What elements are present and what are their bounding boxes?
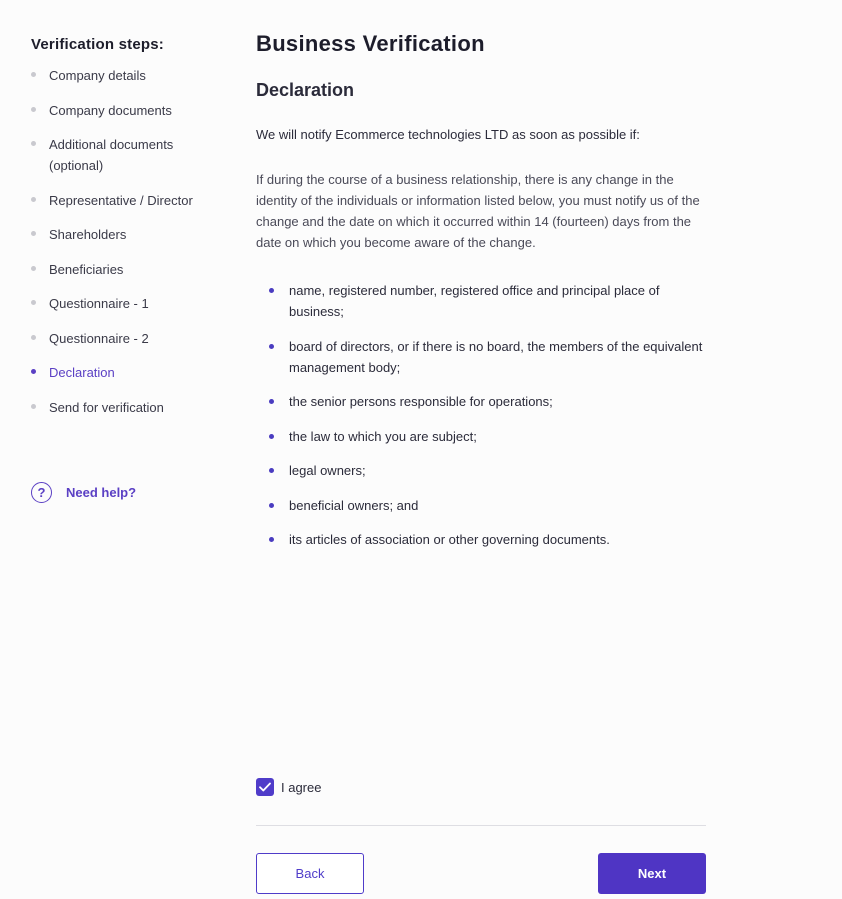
question-circle-icon: ? bbox=[31, 482, 52, 503]
step-declaration[interactable]: Declaration bbox=[31, 362, 231, 383]
step-questionnaire-1[interactable]: Questionnaire - 1 bbox=[31, 293, 231, 314]
step-questionnaire-2[interactable]: Questionnaire - 2 bbox=[31, 328, 231, 349]
step-representative-director[interactable]: Representative / Director bbox=[31, 190, 231, 211]
need-help-label: Need help? bbox=[66, 485, 137, 500]
step-company-details[interactable]: Company details bbox=[31, 65, 231, 86]
verification-steps-sidebar bbox=[31, 36, 231, 418]
declaration-paragraph: If during the course of a business relationship, there is any change in the identity of the individuals or information listed below, you must notify us of the change and the date on which it occurred within 14 (fourteen) days from the date on which you become aware of the change. bbox=[256, 172, 700, 250]
page-title: Business Verification bbox=[256, 31, 485, 56]
agree-label: I agree bbox=[281, 779, 322, 795]
divider bbox=[256, 825, 706, 826]
section-title: Declaration bbox=[256, 80, 355, 100]
sidebar-title: Verification steps: bbox=[31, 36, 165, 53]
list-item: board of directors, or if there is no board, the members of the equivalent management body; bbox=[256, 336, 706, 378]
steps-list bbox=[31, 65, 231, 418]
list-item: its articles of association or other governing documents. bbox=[256, 529, 706, 550]
list-item: the senior persons responsible for operations; bbox=[256, 391, 706, 412]
change-items-list bbox=[256, 280, 706, 550]
step-company-documents[interactable]: Company documents bbox=[31, 100, 231, 121]
back-button[interactable]: Back bbox=[256, 853, 364, 894]
checkmark-icon bbox=[259, 782, 271, 792]
agree-checkbox[interactable] bbox=[256, 778, 274, 796]
list-item: the law to which you are subject; bbox=[256, 426, 706, 447]
step-beneficiaries[interactable]: Beneficiaries bbox=[31, 259, 231, 280]
lead-text: We will notify Ecommerce technologies LTD as soon as possible if: bbox=[256, 127, 640, 142]
next-button[interactable]: Next bbox=[598, 853, 706, 894]
list-item: name, registered number, registered office and principal place of business; bbox=[256, 280, 706, 322]
step-shareholders[interactable]: Shareholders bbox=[31, 224, 231, 245]
need-help-link[interactable] bbox=[31, 482, 136, 503]
list-item: legal owners; bbox=[256, 460, 706, 481]
step-additional-documents[interactable]: Additional documents (optional) bbox=[31, 134, 231, 176]
agree-checkbox-row[interactable] bbox=[256, 778, 321, 796]
list-item: beneficial owners; and bbox=[256, 495, 706, 516]
step-send-for-verification[interactable]: Send for verification bbox=[31, 397, 231, 418]
main-content bbox=[256, 30, 706, 564]
